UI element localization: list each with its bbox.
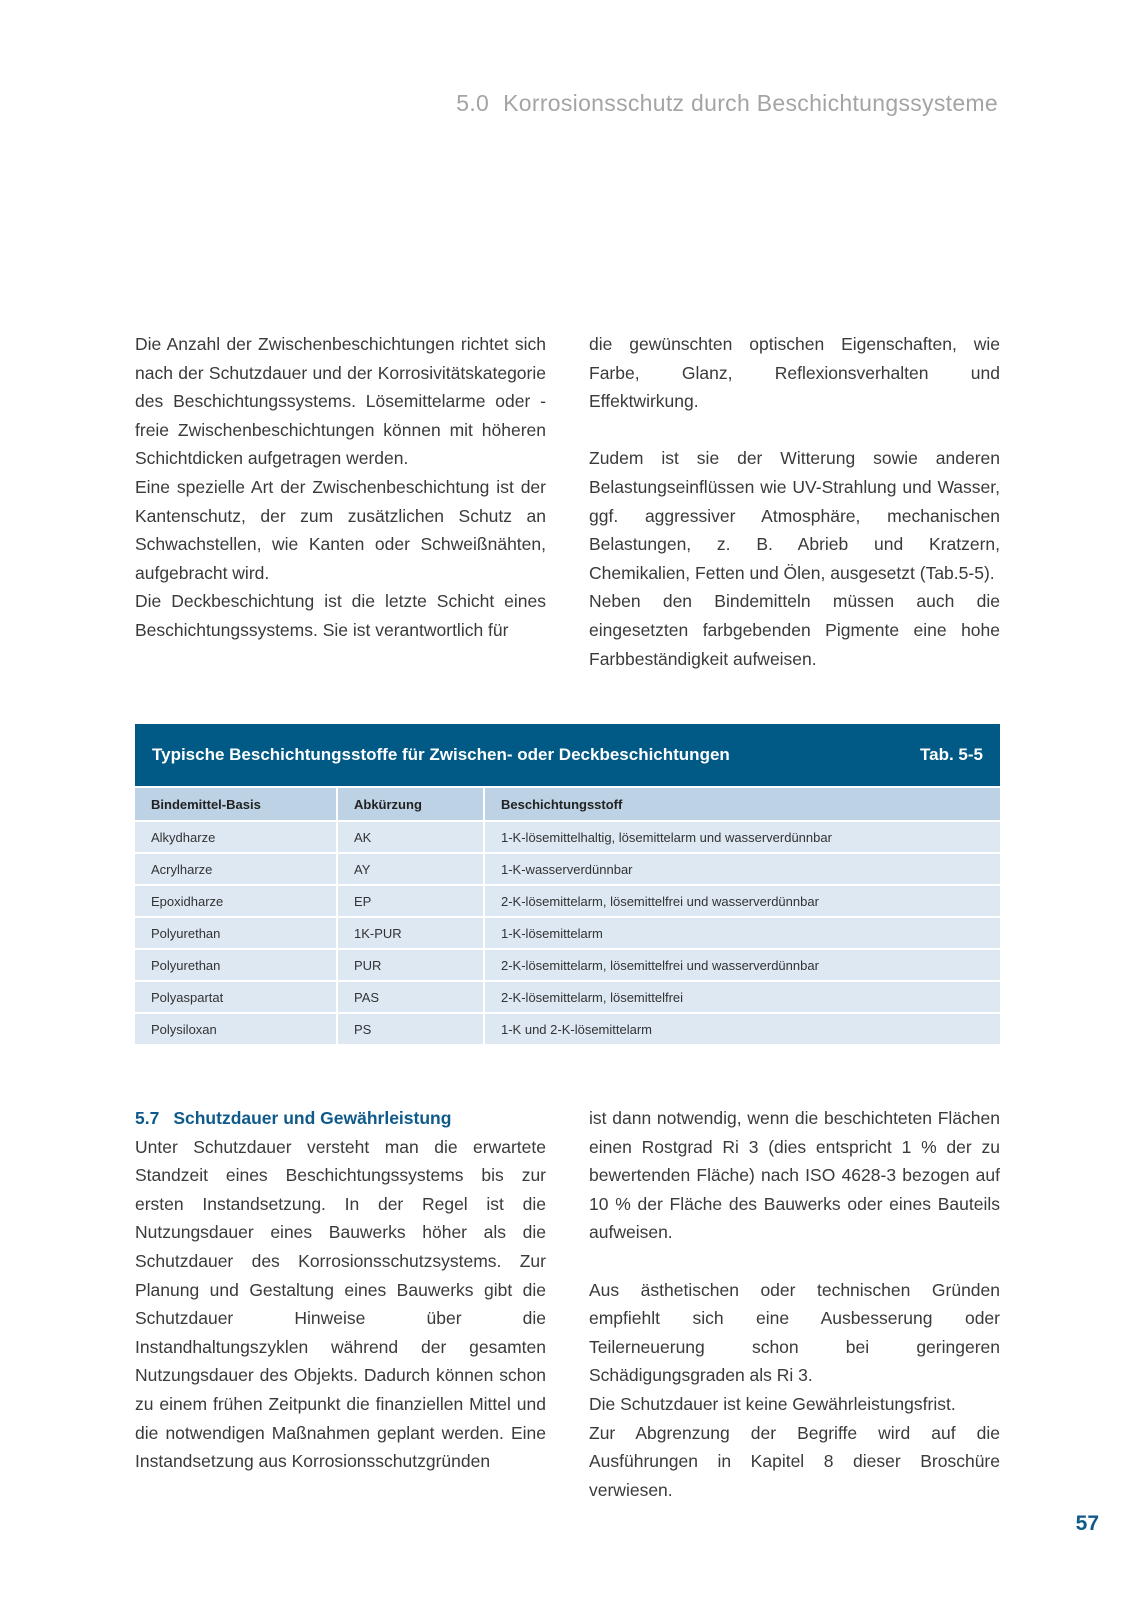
chapter-number: 5.0 bbox=[456, 90, 490, 116]
column-header: Beschichtungsstoff bbox=[483, 788, 1000, 820]
paragraph: Neben den Bindemitteln müssen auch die eingesetzten farbgebenden Pigmente eine hohe Farbbeständigkeit aufweisen. bbox=[589, 591, 1000, 669]
table-reference: Tab. 5-5 bbox=[920, 745, 983, 764]
section-heading bbox=[135, 1104, 546, 1133]
section-number: 5.7 bbox=[135, 1108, 160, 1128]
cell-abbreviation: 1K-PUR bbox=[336, 918, 483, 948]
paragraph: Zudem ist sie der Witterung sowie anderen Belastungseinflüssen wie UV-Strahlung und Wasser, ggf. aggressiver Atmosphäre, mechanischen Belastungen, z. B. Abrieb und Kratzern, Chemikalien, Fetten und Ölen, ausgesetzt (Tab.5-5). bbox=[589, 448, 1000, 583]
table-header-row bbox=[135, 788, 1000, 820]
section-title: Schutzdauer und Gewährleistung bbox=[173, 1108, 452, 1128]
table-row bbox=[135, 950, 1000, 980]
cell-coating: 1-K-lösemittelhaltig, lösemittelarm und wasserverdünnbar bbox=[483, 822, 1000, 852]
cell-coating: 1-K-wasserverdünnbar bbox=[483, 854, 1000, 884]
cell-abbreviation: PAS bbox=[336, 982, 483, 1012]
cell-abbreviation: PUR bbox=[336, 950, 483, 980]
cell-abbreviation: PS bbox=[336, 1014, 483, 1044]
column-header: Abkürzung bbox=[336, 788, 483, 820]
cell-binder: Acrylharze bbox=[135, 854, 336, 884]
table-title-bar bbox=[135, 724, 1000, 786]
chapter-header bbox=[456, 90, 998, 117]
cell-binder: Polyurethan bbox=[135, 918, 336, 948]
cell-coating: 1-K-lösemittelarm bbox=[483, 918, 1000, 948]
cell-binder: Polyaspartat bbox=[135, 982, 336, 1012]
table-row bbox=[135, 854, 1000, 884]
chapter-title: Korrosionsschutz durch Beschichtungssysteme bbox=[503, 90, 998, 116]
table-title: Typische Beschichtungsstoffe für Zwischen- oder Deckbeschichtungen bbox=[152, 745, 730, 764]
section-column-right bbox=[589, 1104, 1000, 1504]
cell-coating: 2-K-lösemittelarm, lösemittelfrei und wasserverdünnbar bbox=[483, 950, 1000, 980]
paragraph: Unter Schutzdauer versteht man die erwartete Standzeit eines Beschichtungssystems bis zur ersten Instandsetzung. In der Regel ist die Nutzungsdauer eines Bauwerks höher als die Schutzdauer des Korrosionsschutzsystems. Zur Planung und Gestaltung eines Bauwerks gibt die Schutzdauer Hinweise über die Instandhaltungszyklen während der gesamten Nutzungsdauer des Objekts. Dadurch können schon zu einem frühen Zeitpunkt die finanziellen Mittel und die notwendigen Maßnahmen geplant werden. Eine Instandsetzung aus Korrosionsschutzgründen bbox=[135, 1136, 546, 1472]
table-row bbox=[135, 886, 1000, 916]
paragraph: Aus ästhetischen oder technischen Gründen empfiehlt sich eine Ausbesserung oder Teilerneuerung schon bei geringeren Schädigungsgraden als Ri 3. bbox=[589, 1279, 1000, 1386]
paragraph: Die Deckbeschichtung ist die letzte Schicht eines Beschichtungssystems. Sie ist verantwortlich für bbox=[135, 591, 546, 640]
column-header: Bindemittel-Basis bbox=[135, 788, 336, 820]
paragraph: Eine spezielle Art der Zwischenbeschichtung ist der Kantenschutz, der zum zusätzlichen Schutz an Schwachstellen, wie Kanten oder Schweißnähten, aufgebracht wird. bbox=[135, 476, 546, 583]
coating-table bbox=[135, 724, 1000, 1046]
paragraph: Zur Abgrenzung der Begriffe wird auf die Ausführungen in Kapitel 8 dieser Broschüre verwiesen. bbox=[589, 1422, 1000, 1500]
cell-coating: 2-K-lösemittelarm, lösemittelfrei und wasserverdünnbar bbox=[483, 886, 1000, 916]
paragraph: ist dann notwendig, wenn die beschichteten Flächen einen Rostgrad Ri 3 (dies entspricht 1 % der zu bewertenden Fläche) nach ISO 4628-3 bezogen auf 10 % der Fläche des Bauwerks oder eines Bauteils aufweisen. bbox=[589, 1108, 1000, 1243]
table-row bbox=[135, 822, 1000, 852]
intro-column-right bbox=[589, 330, 1000, 673]
coating-data-table bbox=[135, 786, 1000, 1046]
cell-binder: Alkydharze bbox=[135, 822, 336, 852]
cell-coating: 1-K und 2-K-lösemittelarm bbox=[483, 1014, 1000, 1044]
table-row bbox=[135, 1014, 1000, 1044]
cell-binder: Polyurethan bbox=[135, 950, 336, 980]
table-row bbox=[135, 982, 1000, 1012]
cell-binder: Epoxidharze bbox=[135, 886, 336, 916]
paragraph: Die Schutzdauer ist keine Gewährleistungsfrist. bbox=[589, 1393, 956, 1414]
paragraph: die gewünschten optischen Eigenschaften, wie Farbe, Glanz, Reflexionsverhalten und Effektwirkung. bbox=[589, 334, 1000, 412]
section-column-left bbox=[135, 1104, 546, 1476]
cell-coating: 2-K-lösemittelarm, lösemittelfrei bbox=[483, 982, 1000, 1012]
page-number: 57 bbox=[1075, 1512, 1099, 1535]
cell-abbreviation: EP bbox=[336, 886, 483, 916]
table-row bbox=[135, 918, 1000, 948]
cell-abbreviation: AY bbox=[336, 854, 483, 884]
cell-binder: Polysiloxan bbox=[135, 1014, 336, 1044]
intro-column-left bbox=[135, 330, 546, 645]
paragraph: Die Anzahl der Zwischenbeschichtungen richtet sich nach der Schutzdauer und der Korrosivitätskategorie des Beschichtungssystems. Lösemittelarme oder -freie Zwischenbeschichtungen können mit höheren Schichtdicken aufgetragen werden. bbox=[135, 334, 546, 469]
cell-abbreviation: AK bbox=[336, 822, 483, 852]
